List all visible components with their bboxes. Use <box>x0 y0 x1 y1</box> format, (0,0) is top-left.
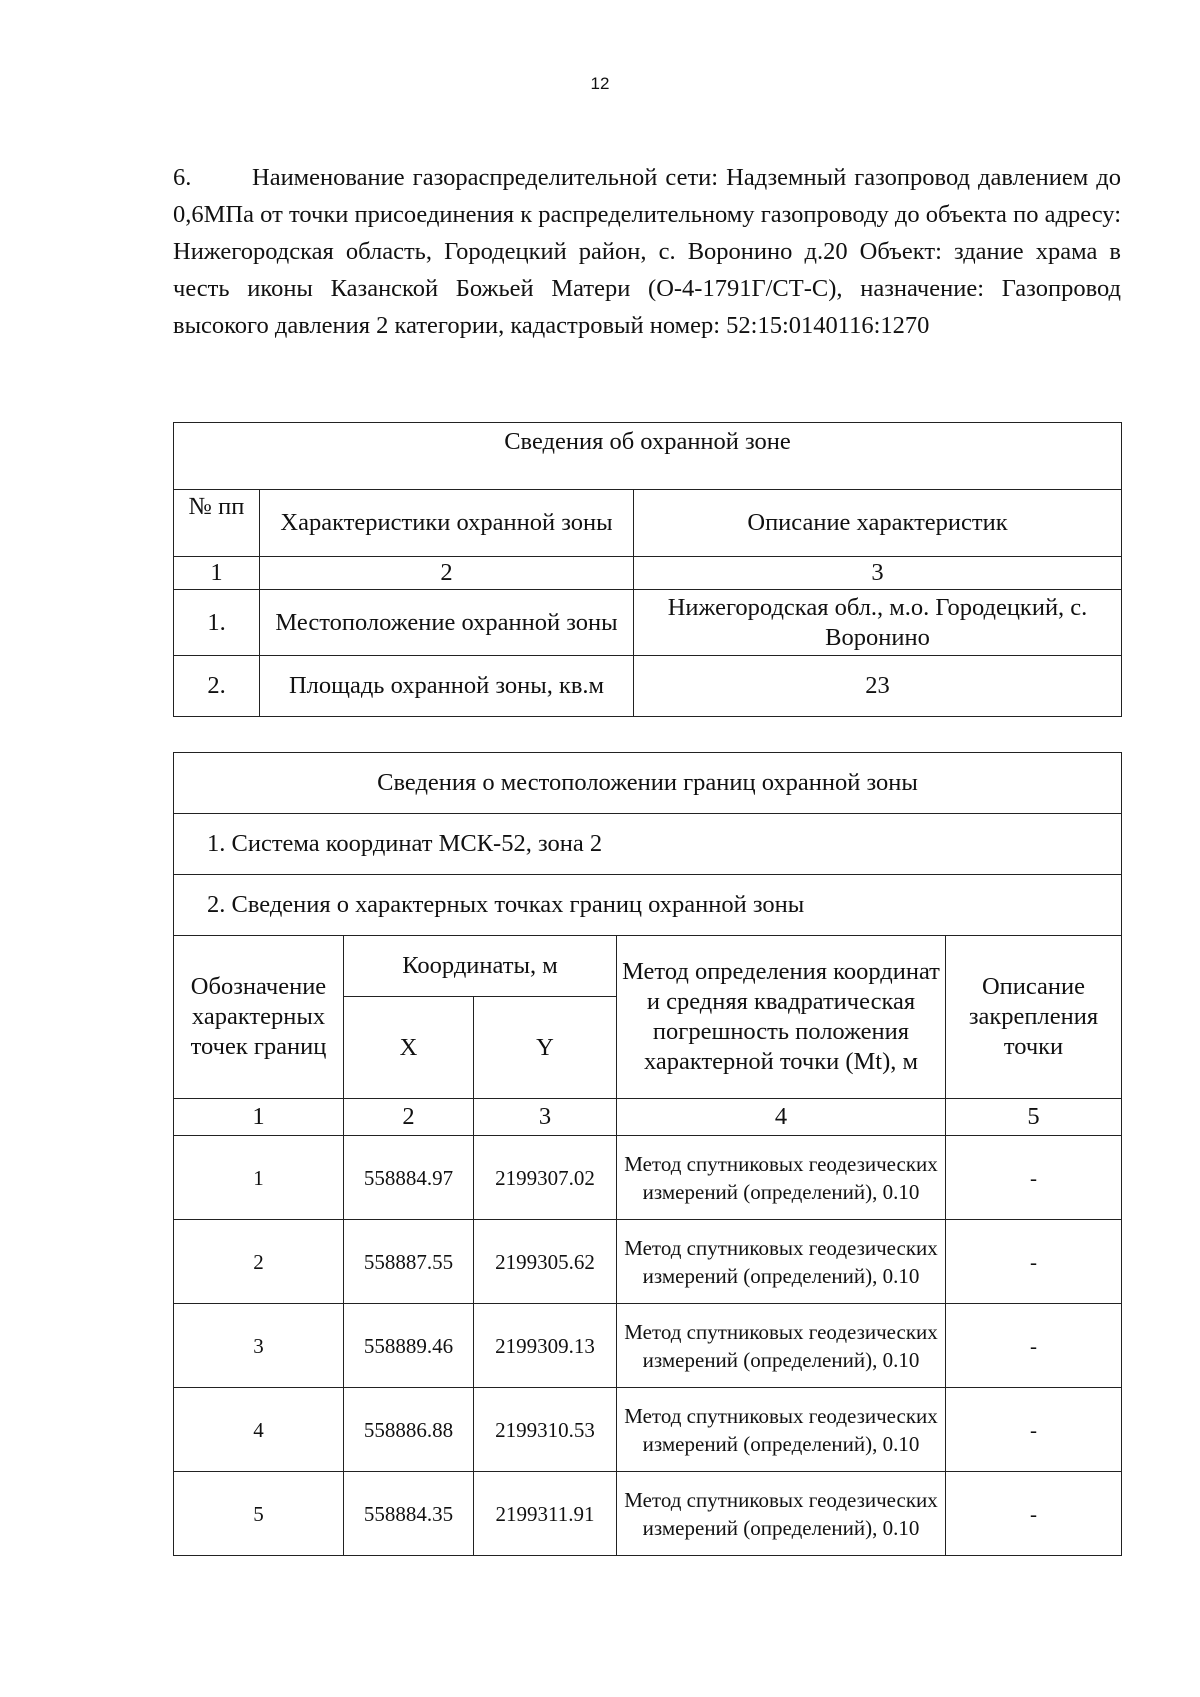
row-name: Площадь охранной зоны, кв.м <box>260 656 634 717</box>
point-y: 2199307.02 <box>474 1136 617 1220</box>
header-description: Описание характеристик <box>634 490 1122 557</box>
row-value: Нижегородская обл., м.о. Городецкий, с. Воронино <box>634 590 1122 656</box>
column-number: 2 <box>260 557 634 590</box>
point-method: Метод спутниковых геодезических измерений (определений), 0.10 <box>617 1472 946 1556</box>
point-id: 3 <box>174 1304 344 1388</box>
point-y: 2199309.13 <box>474 1304 617 1388</box>
column-number: 4 <box>617 1099 946 1136</box>
header-fixing: Описание закрепления точки <box>946 936 1122 1099</box>
column-number: 3 <box>474 1099 617 1136</box>
header-designation: Обозначение характерных точек границ <box>174 936 344 1099</box>
table-row <box>174 656 1122 717</box>
table-row <box>174 1136 1122 1220</box>
point-id: 2 <box>174 1220 344 1304</box>
point-x: 558887.55 <box>344 1220 474 1304</box>
header-x: X <box>344 997 474 1099</box>
points-section-title: 2. Сведения о характерных точках границ охранной зоны <box>174 875 1122 936</box>
table-row <box>174 1388 1122 1472</box>
point-y: 2199310.53 <box>474 1388 617 1472</box>
point-fixing: - <box>946 1304 1122 1388</box>
row-number: 2. <box>174 656 260 717</box>
point-x: 558884.97 <box>344 1136 474 1220</box>
point-id: 4 <box>174 1388 344 1472</box>
paragraph-number: 6. <box>173 164 192 191</box>
header-number: № пп <box>174 490 260 557</box>
header-y: Y <box>474 997 617 1099</box>
page-number: 12 <box>590 74 610 93</box>
paragraph-text: Наименование газораспределительной сети: Надземный газопровод давлением до 0,6МПа от точки присоединения к распределительному газопроводу до объекта по адресу: Нижегородская область, Городецкий район, с. Воронино д.20 Объект: здание храма в честь иконы Казанской Божьей Матери (О-4-1791Г/СТ-С), назначение: Газопровод высокого давления 2 категории, кадастровый номер: 52:15:0140116:1270 <box>173 164 1121 339</box>
row-number: 1. <box>174 590 260 656</box>
point-fixing: - <box>946 1472 1122 1556</box>
point-method: Метод спутниковых геодезических измерений (определений), 0.10 <box>617 1136 946 1220</box>
table-row <box>174 1472 1122 1556</box>
point-x: 558884.35 <box>344 1472 474 1556</box>
zone-table-title: Сведения об охранной зоне <box>174 423 1122 490</box>
protection-zone-table <box>173 422 1122 717</box>
point-y: 2199311.91 <box>474 1472 617 1556</box>
point-method: Метод спутниковых геодезических измерений (определений), 0.10 <box>617 1220 946 1304</box>
boundary-location-table <box>173 752 1122 1556</box>
header-coordinates: Координаты, м <box>344 936 617 997</box>
point-x: 558886.88 <box>344 1388 474 1472</box>
column-number: 1 <box>174 557 260 590</box>
column-number: 1 <box>174 1099 344 1136</box>
boundary-table-title: Сведения о местоположении границ охранной зоны <box>174 753 1122 814</box>
column-number: 5 <box>946 1099 1122 1136</box>
table-row <box>174 590 1122 656</box>
row-value: 23 <box>634 656 1122 717</box>
point-x: 558889.46 <box>344 1304 474 1388</box>
point-id: 5 <box>174 1472 344 1556</box>
point-method: Метод спутниковых геодезических измерений (определений), 0.10 <box>617 1304 946 1388</box>
column-number: 2 <box>344 1099 474 1136</box>
header-characteristics: Характеристики охранной зоны <box>260 490 634 557</box>
header-method: Метод определения координат и средняя квадратическая погрешность положения характерной точки (Mt), м <box>617 936 946 1099</box>
table-row <box>174 1304 1122 1388</box>
point-y: 2199305.62 <box>474 1220 617 1304</box>
point-fixing: - <box>946 1388 1122 1472</box>
point-id: 1 <box>174 1136 344 1220</box>
table-row <box>174 1220 1122 1304</box>
point-fixing: - <box>946 1136 1122 1220</box>
point-fixing: - <box>946 1220 1122 1304</box>
row-name: Местоположение охранной зоны <box>260 590 634 656</box>
network-description <box>173 159 1121 344</box>
coordinate-system: 1. Система координат МСК-52, зона 2 <box>174 814 1122 875</box>
point-method: Метод спутниковых геодезических измерений (определений), 0.10 <box>617 1388 946 1472</box>
column-number: 3 <box>634 557 1122 590</box>
